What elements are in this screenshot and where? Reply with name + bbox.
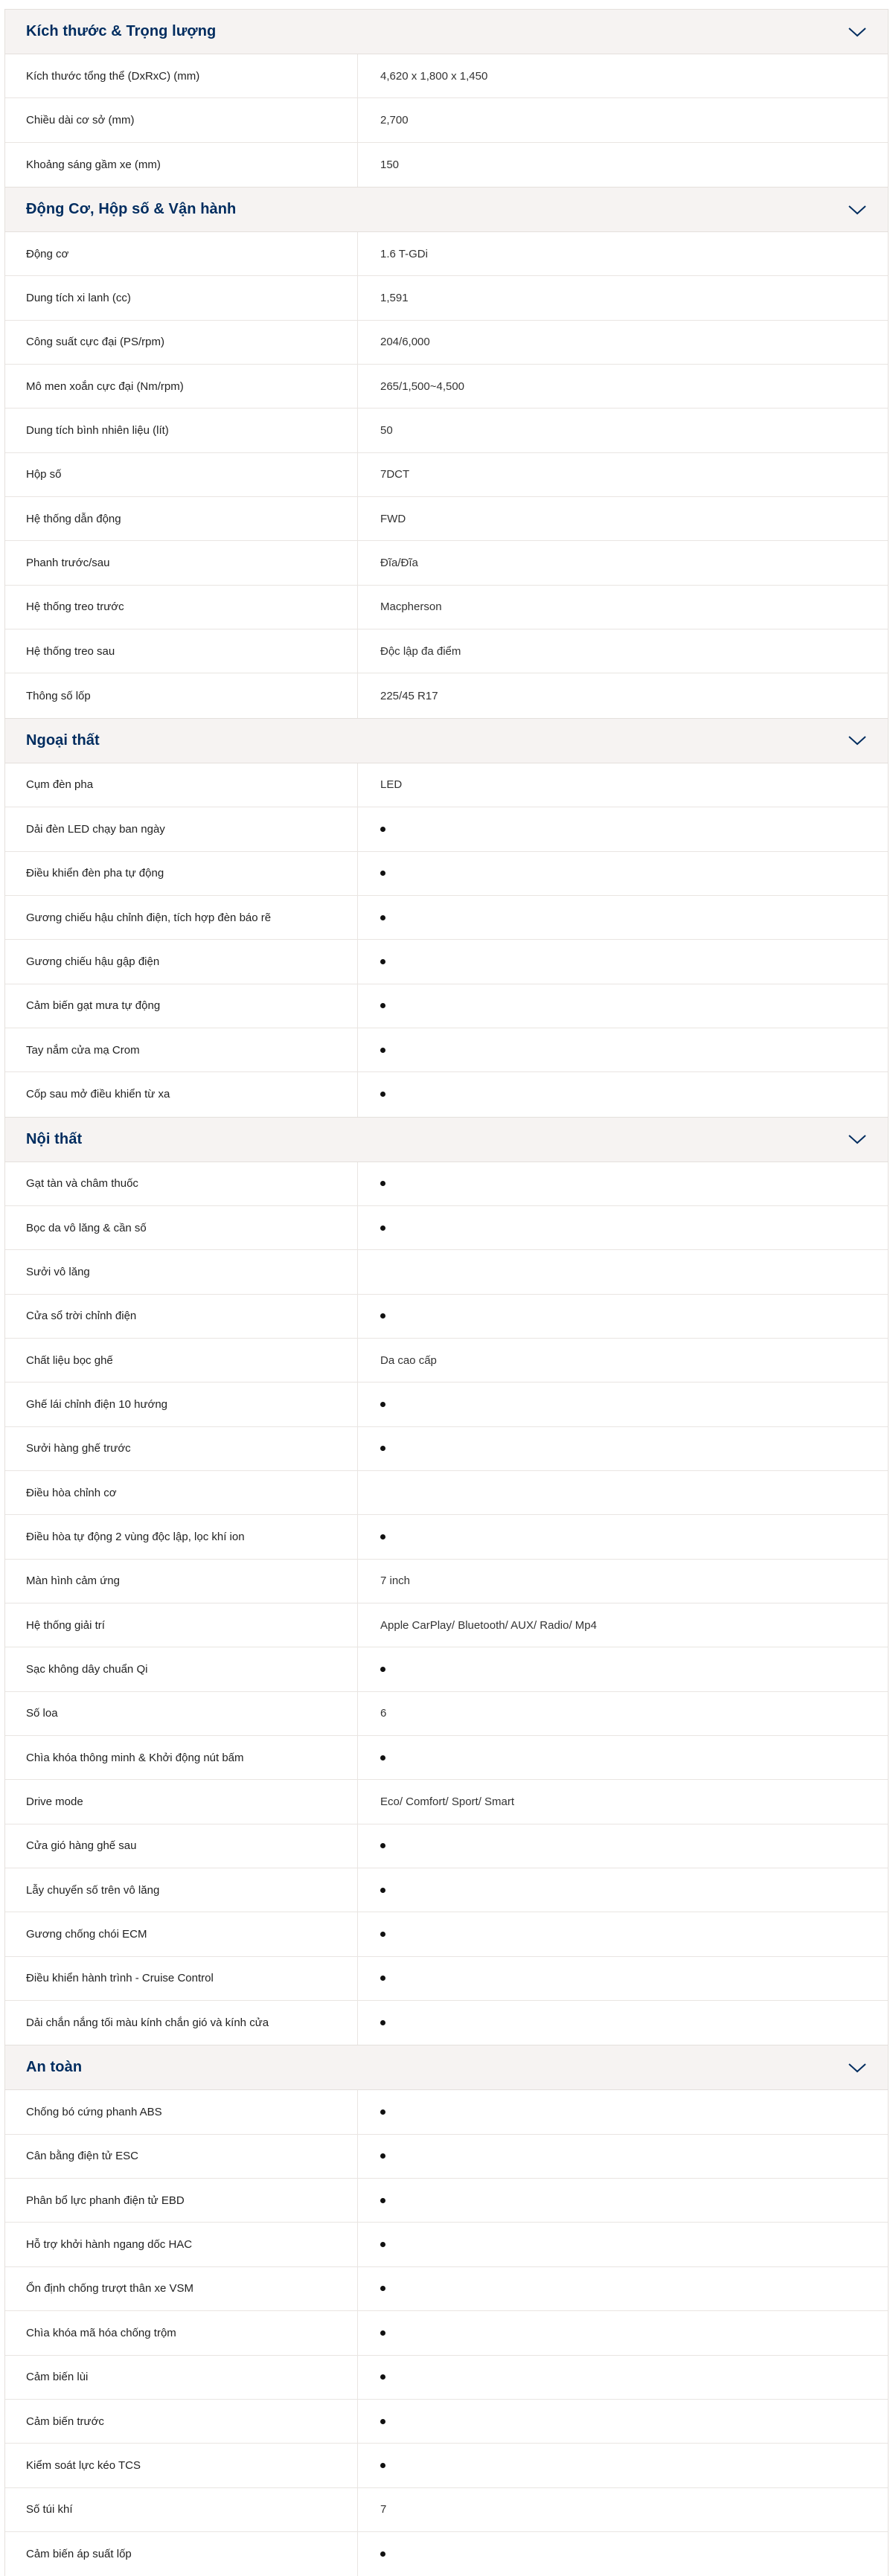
included-dot-icon (380, 2330, 385, 2336)
spec-row (5, 1471, 888, 1515)
spec-row (5, 1692, 888, 1736)
spec-row (5, 276, 888, 320)
spec-label: Cân bằng điện tử ESC (5, 2135, 358, 2178)
spec-label: Gương chống chói ECM (5, 1912, 358, 1955)
spec-label: Kích thước tổng thể (DxRxC) (mm) (5, 54, 358, 97)
section-title: An toàn (26, 2059, 83, 2076)
included-dot-icon (380, 1181, 385, 1186)
spec-value (358, 2090, 888, 2133)
spec-label: Dung tích bình nhiên liệu (lít) (5, 408, 358, 452)
spec-value (358, 1957, 888, 2000)
spec-label: Sưởi hàng ghế trước (5, 1427, 358, 1470)
included-dot-icon (380, 871, 385, 876)
spec-value: Độc lập đa điểm (380, 644, 461, 658)
section-body (5, 763, 888, 1117)
spec-value: 225/45 R17 (380, 689, 438, 702)
spec-row (5, 852, 888, 896)
spec-row (5, 541, 888, 585)
spec-value (358, 1515, 888, 1558)
spec-row (5, 1868, 888, 1912)
chevron-down-icon[interactable] (848, 26, 867, 38)
spec-row (5, 940, 888, 984)
spec-row (5, 321, 888, 365)
spec-section (4, 718, 889, 1117)
included-dot-icon (380, 2419, 385, 2424)
spec-label: Số túi khí (5, 2488, 358, 2531)
spec-value (358, 1647, 888, 1691)
spec-section (4, 187, 889, 718)
spec-label: Chìa khóa thông minh & Khởi động nút bấm (5, 1736, 358, 1779)
section-header[interactable] (5, 187, 888, 232)
spec-label: Sạc không dây chuẩn Qi (5, 1647, 358, 1691)
spec-row (5, 143, 888, 187)
chevron-down-icon[interactable] (848, 2062, 867, 2074)
spec-label: Cảm biến áp suất lốp (5, 2532, 358, 2576)
spec-row (5, 1736, 888, 1780)
included-dot-icon (380, 2242, 385, 2247)
included-dot-icon (380, 2551, 385, 2557)
spec-label: Cảm biến trước (5, 2400, 358, 2443)
spec-row (5, 1427, 888, 1471)
included-dot-icon (380, 2109, 385, 2115)
spec-value (358, 1250, 888, 1293)
spec-value: 7 inch (380, 1574, 411, 1588)
included-dot-icon (380, 1888, 385, 1893)
spec-row (5, 673, 888, 717)
section-header[interactable] (5, 718, 888, 763)
spec-row (5, 453, 888, 497)
spec-label: Gương chiếu hậu chỉnh điện, tích hợp đèn báo rẽ (5, 896, 358, 939)
section-title: Động Cơ, Hộp số & Vận hành (26, 201, 237, 218)
spec-value (358, 2400, 888, 2443)
spec-label: Gương chiếu hậu gập điện (5, 940, 358, 983)
spec-value (358, 2223, 888, 2266)
spec-row (5, 408, 888, 452)
included-dot-icon (380, 827, 385, 832)
spec-value: Apple CarPlay/ Bluetooth/ AUX/ Radio/ Mp4 (380, 1618, 597, 1632)
spec-row (5, 2223, 888, 2266)
spec-label: Chất liệu bọc ghế (5, 1339, 358, 1382)
spec-row (5, 629, 888, 673)
included-dot-icon (380, 1003, 385, 1008)
spec-label: Dung tích xi lanh (cc) (5, 276, 358, 319)
spec-section (4, 9, 889, 187)
included-dot-icon (380, 1313, 385, 1319)
spec-row (5, 1647, 888, 1691)
spec-label: Điều hòa tự động 2 vùng độc lập, lọc khí ion (5, 1515, 358, 1558)
spec-value: 265/1,500~4,500 (380, 379, 465, 393)
spec-label: Khoảng sáng gầm xe (mm) (5, 143, 358, 187)
included-dot-icon (380, 1225, 385, 1231)
spec-label: Phân bổ lực phanh điện tử EBD (5, 2179, 358, 2222)
chevron-down-icon[interactable] (848, 1133, 867, 1145)
spec-label: Kiểm soát lực kéo TCS (5, 2444, 358, 2487)
spec-label: Sưởi vô lăng (5, 1250, 358, 1293)
spec-label: Dải đèn LED chạy ban ngày (5, 807, 358, 850)
spec-row (5, 2179, 888, 2223)
spec-label: Cốp sau mở điều khiển từ xa (5, 1072, 358, 1116)
spec-row (5, 2532, 888, 2576)
spec-label: Hệ thống giải trí (5, 1603, 358, 1647)
spec-value (358, 2135, 888, 2178)
spec-value: Eco/ Comfort/ Sport/ Smart (380, 1795, 515, 1809)
spec-value: LED (380, 778, 403, 792)
spec-label: Hỗ trợ khởi hành ngang dốc HAC (5, 2223, 358, 2266)
spec-row (5, 763, 888, 807)
spec-label: Điều hòa chỉnh cơ (5, 1471, 358, 1514)
section-body (5, 54, 888, 187)
spec-row (5, 54, 888, 98)
included-dot-icon (380, 1755, 385, 1760)
section-header[interactable] (5, 1117, 888, 1162)
included-dot-icon (380, 1092, 385, 1097)
spec-label: Thông số lốp (5, 673, 358, 717)
spec-row (5, 984, 888, 1028)
spec-row (5, 2400, 888, 2444)
spec-value: Đĩa/Đĩa (380, 557, 418, 570)
spec-value (358, 1471, 888, 1514)
spec-label: Lẫy chuyển số trên vô lăng (5, 1868, 358, 1912)
spec-label: Drive mode (5, 1780, 358, 1823)
section-body (5, 2090, 888, 2576)
spec-row (5, 2488, 888, 2532)
included-dot-icon (380, 1932, 385, 1937)
spec-row (5, 2001, 888, 2045)
spec-value (358, 940, 888, 983)
spec-row (5, 807, 888, 851)
spec-value: 7DCT (380, 468, 410, 481)
spec-row (5, 1250, 888, 1294)
included-dot-icon (380, 1446, 385, 1451)
spec-label: Cảm biến lùi (5, 2356, 358, 2399)
spec-value: 1.6 T-GDi (380, 247, 428, 260)
spec-value (358, 2356, 888, 2399)
included-dot-icon (380, 1976, 385, 1981)
spec-row (5, 2267, 888, 2311)
spec-value (358, 896, 888, 939)
included-dot-icon (380, 1843, 385, 1848)
section-body (5, 1162, 888, 2045)
spec-label: Dải chắn nắng tối màu kính chắn gió và kính cửa (5, 2001, 358, 2045)
spec-label: Số loa (5, 1692, 358, 1735)
included-dot-icon (380, 1667, 385, 1672)
spec-label: Ghế lái chỉnh điện 10 hướng (5, 1382, 358, 1426)
spec-label: Điều khiển đèn pha tự động (5, 852, 358, 895)
spec-label: Hộp số (5, 453, 358, 496)
included-dot-icon (380, 1048, 385, 1053)
spec-value (358, 984, 888, 1028)
included-dot-icon (380, 959, 385, 964)
included-dot-icon (380, 2153, 385, 2159)
spec-row (5, 2311, 888, 2355)
spec-value (358, 2444, 888, 2487)
included-dot-icon (380, 2020, 385, 2025)
spec-row (5, 1912, 888, 1956)
spec-value (358, 1912, 888, 1955)
spec-label: Công suất cực đại (PS/rpm) (5, 321, 358, 364)
spec-row (5, 232, 888, 276)
spec-label: Cửa sổ trời chỉnh điện (5, 1295, 358, 1338)
spec-value (358, 1868, 888, 1912)
spec-row (5, 98, 888, 142)
spec-value: 6 (380, 1707, 387, 1720)
spec-row (5, 1824, 888, 1868)
spec-section (4, 1117, 889, 2045)
spec-row (5, 1295, 888, 1339)
spec-row (5, 2135, 888, 2179)
spec-value (358, 2311, 888, 2354)
spec-label: Gạt tàn và châm thuốc (5, 1162, 358, 1205)
spec-value (358, 1028, 888, 1071)
included-dot-icon (380, 2198, 385, 2203)
chevron-down-icon[interactable] (848, 734, 867, 746)
spec-row (5, 1339, 888, 1382)
spec-label: Cụm đèn pha (5, 763, 358, 807)
section-title: Ngoại thất (26, 731, 100, 749)
spec-row (5, 1560, 888, 1603)
spec-value: 7 (380, 2503, 387, 2516)
spec-row (5, 896, 888, 940)
spec-row (5, 1072, 888, 1116)
spec-value (358, 807, 888, 850)
spec-label: Bọc da vô lăng & cần số (5, 1206, 358, 1249)
chevron-down-icon[interactable] (848, 204, 867, 216)
spec-row (5, 1206, 888, 1250)
section-header[interactable] (5, 9, 888, 54)
spec-label: Màn hình cảm ứng (5, 1560, 358, 1603)
spec-value: Da cao cấp (380, 1353, 437, 1367)
spec-value (358, 2267, 888, 2310)
spec-label: Hệ thống dẫn động (5, 497, 358, 540)
spec-value (358, 2001, 888, 2045)
spec-value (358, 2179, 888, 2222)
section-title: Kích thước & Trọng lượng (26, 23, 217, 39)
spec-label: Động cơ (5, 232, 358, 275)
spec-value (358, 1736, 888, 1779)
spec-label: Cửa gió hàng ghế sau (5, 1824, 358, 1868)
spec-value (358, 2532, 888, 2576)
spec-value (358, 1162, 888, 1205)
spec-row (5, 497, 888, 541)
included-dot-icon (380, 1402, 385, 1407)
spec-row (5, 1028, 888, 1072)
spec-value: FWD (380, 512, 406, 525)
spec-row (5, 2444, 888, 2487)
spec-label: Hệ thống treo trước (5, 586, 358, 629)
included-dot-icon (380, 2463, 385, 2468)
spec-row (5, 2090, 888, 2134)
spec-value: Macpherson (380, 600, 442, 614)
spec-row (5, 586, 888, 629)
spec-label: Điều khiển hành trình - Cruise Control (5, 1957, 358, 2000)
spec-value (358, 1295, 888, 1338)
spec-label: Tay nắm cửa mạ Crom (5, 1028, 358, 1071)
spec-row (5, 1162, 888, 1206)
spec-value: 1,591 (380, 292, 409, 305)
section-title: Nội thất (26, 1130, 83, 1147)
spec-label: Hệ thống treo sau (5, 629, 358, 673)
section-header[interactable] (5, 2045, 888, 2090)
spec-value: 2,700 (380, 114, 409, 127)
spec-row (5, 1780, 888, 1824)
spec-value (358, 1206, 888, 1249)
spec-row (5, 2356, 888, 2400)
spec-value (358, 1382, 888, 1426)
spec-label: Chìa khóa mã hóa chống trộm (5, 2311, 358, 2354)
spec-section (4, 2045, 889, 2576)
spec-accordion (4, 0, 889, 2576)
spec-label: Chiều dài cơ sở (mm) (5, 98, 358, 141)
spec-row (5, 365, 888, 408)
spec-value: 4,620 x 1,800 x 1,450 (380, 69, 488, 83)
section-body (5, 232, 888, 718)
spec-label: Cảm biến gạt mưa tự động (5, 984, 358, 1028)
spec-value: 50 (380, 424, 393, 438)
included-dot-icon (380, 1534, 385, 1539)
spec-value: 150 (380, 158, 400, 171)
spec-row (5, 1957, 888, 2001)
spec-value (358, 852, 888, 895)
spec-label: Mô men xoắn cực đại (Nm/rpm) (5, 365, 358, 408)
spec-label: Phanh trước/sau (5, 541, 358, 584)
spec-value (358, 1072, 888, 1116)
included-dot-icon (380, 2286, 385, 2291)
spec-label: Chống bó cứng phanh ABS (5, 2090, 358, 2133)
spec-row (5, 1515, 888, 1559)
spec-value (358, 1824, 888, 1868)
spec-label: Ổn định chống trượt thân xe VSM (5, 2267, 358, 2310)
spec-value (358, 1427, 888, 1470)
spec-value: 204/6,000 (380, 336, 430, 349)
included-dot-icon (380, 2374, 385, 2380)
spec-row (5, 1382, 888, 1426)
included-dot-icon (380, 915, 385, 920)
spec-row (5, 1603, 888, 1647)
